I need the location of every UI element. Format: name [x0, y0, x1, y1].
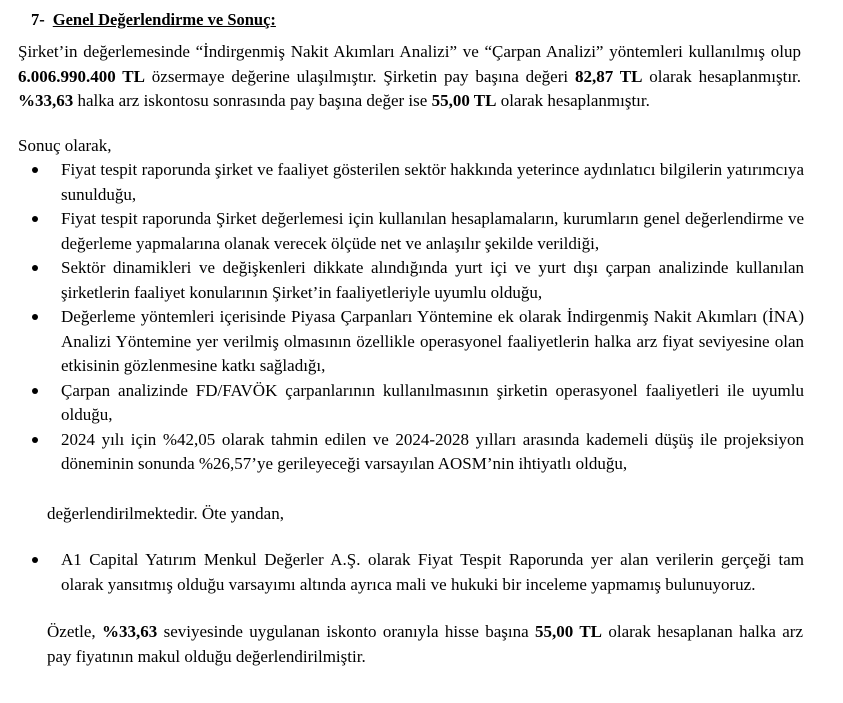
list-item-text: Sektör dinamikleri ve değişkenleri dikkate alındığında yurt içi ve yurt dışı çarpan analizinde kullanılan şirketlerin faaliyet konularının Şirket’in faaliyetleriyle uyumlu olduğu, — [61, 258, 804, 302]
summary-text: seviyesinde uygulanan iskonto oranıyla hisse başına — [157, 622, 536, 641]
share-value: 82,87 TL — [574, 66, 643, 86]
bullet-icon — [32, 557, 38, 563]
list-item-text: Değerleme yöntemleri içerisinde Piyasa Çarpanları Yöntemine ek olarak İndirgenmiş Nakit Akımları (İNA) Analizi Yöntemine yer verilmiş olmasının özellikle operasyonel faaliyetlerin halka arz fiyat seviyesine olan etkisinin gözlenmesine katkı sağladığı, — [61, 307, 804, 375]
list-item — [0, 305, 804, 379]
intro-text: Şirket’in değerlemesinde “İndirgenmiş Nakit Akımları Analizi” ve “Çarpan Analizi” yöntemleri kullanılmış olup — [18, 42, 801, 61]
intro-paragraph — [18, 40, 801, 114]
offer-price: 55,00 TL — [431, 91, 497, 110]
disclaimer-list — [0, 548, 804, 597]
list-item — [0, 428, 804, 477]
list-item-text: Fiyat tespit raporunda Şirket değerlemesi için kullanılan hesaplamaların, kurumların genel değerlendirme ve değerleme yapmalarına olanak verecek ölçüde net ve anlaşılır şekilde verildiği, — [61, 209, 804, 253]
intro-text: olarak hesaplanmıştır. — [496, 91, 650, 110]
summary-text: Özetle, — [47, 622, 102, 641]
bullet-icon — [32, 437, 38, 443]
list-item-text: A1 Capital Yatırım Menkul Değerler A.Ş. olarak Fiyat Tespit Raporunda yer alan verilerin gerçeği tam olarak yansıtmış olduğu varsayımı altında ayrıca mali ve hukuki bir inceleme yapmamış bulunuyoruz. — [61, 550, 804, 594]
list-item — [0, 256, 804, 305]
list-item-text: Fiyat tespit raporunda şirket ve faaliyet gösterilen sektör hakkında yeterince aydınlatıcı bilgilerin yatırımcıya sunulduğu, — [61, 160, 804, 204]
list-item — [0, 379, 804, 428]
summary-price: 55,00 TL — [535, 622, 603, 641]
list-item-text: Çarpan analizinde FD/FAVÖK çarpanlarının kullanılmasının şirketin operasyonel faaliyetleri ile uyumlu olduğu, — [61, 380, 804, 424]
intro-text: özsermaye değerine ulaşılmıştır. Şirketin pay başına değeri — [144, 66, 575, 86]
conclusion-label: Sonuç olarak, — [18, 136, 112, 155]
bullet-icon — [32, 216, 38, 222]
intro-text: olarak hesaplanmıştır. — [642, 66, 802, 86]
discount-rate: %33,63 — [18, 91, 74, 110]
section-number: 7- — [31, 10, 45, 29]
bullet-icon — [32, 265, 38, 271]
conclusion-list — [0, 158, 804, 477]
summary-paragraph — [47, 620, 803, 669]
summary-text: olarak hesaplanan halka arz pay fiyatının makul olduğu değerlendirilmiştir. — [47, 622, 804, 666]
list-item — [0, 548, 804, 597]
after-list-text: değerlendirilmektedir. Öte yandan, — [47, 504, 284, 523]
bullet-icon — [32, 388, 38, 394]
list-item — [0, 158, 804, 207]
equity-value: 6.006.990.400 TL — [18, 66, 145, 86]
bullet-icon — [32, 314, 38, 320]
bullet-icon — [32, 167, 38, 173]
section-heading — [31, 8, 276, 33]
list-item — [0, 207, 804, 256]
intro-text: halka arz iskontosu sonrasında pay başına değer ise — [73, 91, 432, 110]
section-title: Genel Değerlendirme ve Sonuç: — [52, 10, 276, 29]
list-item-text: 2024 yılı için %42,05 olarak tahmin edilen ve 2024-2028 yılları arasında kademeli düşüş ile projeksiyon döneminin sonunda %26,57’ye gerileyeceği varsayılan AOSM’nin ihtiyatlı olduğu, — [61, 429, 804, 473]
summary-discount: %33,63 — [101, 622, 158, 641]
